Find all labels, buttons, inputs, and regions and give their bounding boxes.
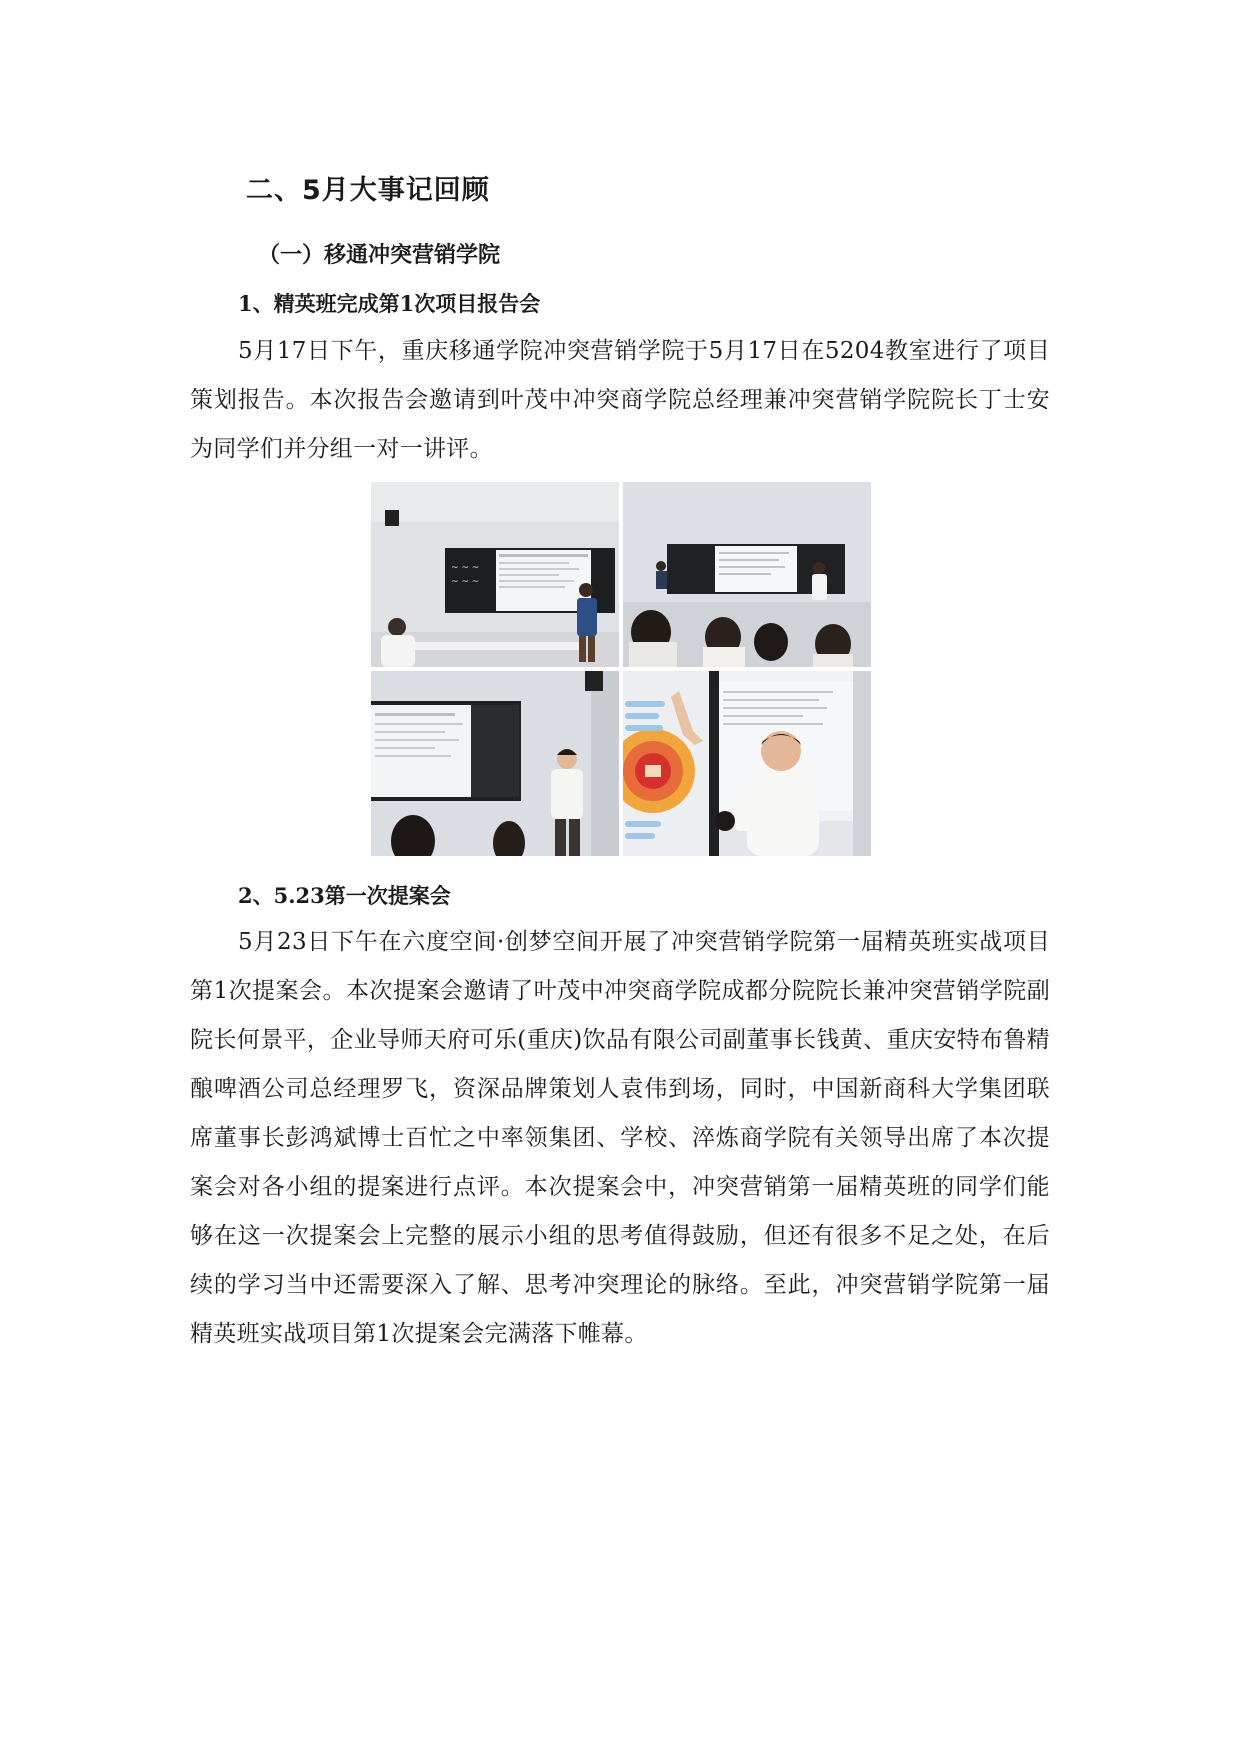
item-1-body: 5月17日下午，重庆移通学院冲突营销学院于5月17日在5204教室进行了项目策划报告。本次报告会邀请到叶茂中冲突商学院总经理兼冲突营销学院院长丁士安为同学们并分组一对一讲评。: [190, 338, 1050, 462]
item-1-title: 1、精英班完成第1次项目报告会: [238, 291, 541, 316]
photo-presenter-at-screen: [371, 482, 619, 667]
svg-text:~ ~ ~: ~ ~ ~: [451, 577, 480, 587]
item-2-title: 2、5.23第一次提案会: [238, 883, 451, 908]
photo-speaker-pointing: [623, 671, 871, 856]
section-heading: 二、5月大事记回顾: [246, 175, 490, 206]
event-photo-collage: [371, 482, 871, 856]
photo-classroom-students: [623, 482, 871, 667]
subsection-heading: （一）移通冲突营销学院: [258, 243, 501, 268]
item-2-body: 5月23日下午在六度空间·创梦空间开展了冲突营销学院第一届精英班实战项目第1次提案会。本次提案会邀请了叶茂中冲突商学院成都分院院长兼冲突营销学院副院长何景平，企业导师天府可乐(重庆)饮品有限公司副董事长钱黄、重庆安特布鲁精酿啤酒公司总经理罗飞，资深品牌策划人袁伟到场，同时，中国新商科大学集团联席董事长彭鸿斌博士百忙之中率领集团、学校、淬炼商学院有关领导出席了本次提案会对各小组的提案进行点评。本次提案会中，冲突营销第一届精英班的同学们能够在这一次提案会上完整的展示小组的思考值得鼓励，但还有很多不足之处，在后续的学习当中还需要深入了解、思考冲突理论的脉络。至此，冲突营销学院第一届精英班实战项目第1次提案会完满落下帷幕。: [190, 929, 1050, 1347]
photo-speaker-white-shirt: [371, 671, 619, 856]
svg-text:~ ~ ~: ~ ~ ~: [451, 563, 480, 573]
